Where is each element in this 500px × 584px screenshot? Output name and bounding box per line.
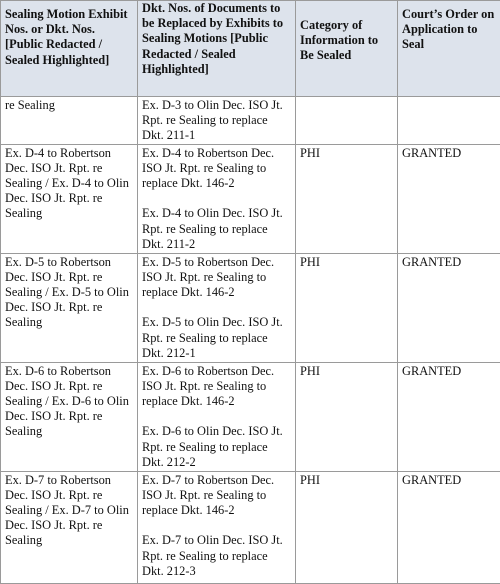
replace-robertson: Ex. D-7 to Robertson Dec. ISO Jt. Rpt. re Sealing to replace Dkt. 146-2 bbox=[142, 473, 274, 517]
header-dkt-nos-replaced: Dkt. Nos. of Documents to be Replaced by Exhibits to Sealing Motions [Public Redacted / Sealed Highlighted] bbox=[138, 1, 296, 97]
cell-category: PHI bbox=[296, 253, 398, 362]
table-row bbox=[1, 253, 500, 362]
cell-replace: Ex. D-3 to Olin Dec. ISO Jt. Rpt. re Sealing to replace Dkt. 211-1 bbox=[138, 97, 296, 145]
cell-replace bbox=[138, 362, 296, 471]
table-row bbox=[1, 362, 500, 471]
replace-olin: Ex. D-5 to Olin Dec. ISO Jt. Rpt. re Sealing to replace Dkt. 212-1 bbox=[142, 315, 283, 359]
table-header-row bbox=[1, 1, 500, 97]
replace-robertson: Ex. D-4 to Robertson Dec. ISO Jt. Rpt. re Sealing to replace Dkt. 146-2 bbox=[142, 146, 274, 190]
cell-replace bbox=[138, 471, 296, 583]
replace-olin: Ex. D-6 to Olin Dec. ISO Jt. Rpt. re Sealing to replace Dkt. 212-2 bbox=[142, 424, 283, 468]
cell-order: GRANTED bbox=[398, 253, 500, 362]
cell-category: PHI bbox=[296, 471, 398, 583]
cell-category: PHI bbox=[296, 144, 398, 253]
table-row-continuation bbox=[1, 97, 500, 145]
header-exhibit-nos: Sealing Motion Exhibit Nos. or Dkt. Nos. [Public Redacted / Sealed Highlighted] bbox=[1, 1, 138, 97]
cell-category bbox=[296, 97, 398, 145]
cell-order: GRANTED bbox=[398, 471, 500, 583]
replace-olin: Ex. D-7 to Olin Dec. ISO Jt. Rpt. re Sealing to replace Dkt. 212-3 bbox=[142, 533, 283, 577]
header-category: Category of Information to Be Sealed bbox=[296, 1, 398, 97]
cell-category: PHI bbox=[296, 362, 398, 471]
table-row bbox=[1, 471, 500, 583]
cell-order: GRANTED bbox=[398, 362, 500, 471]
cell-replace bbox=[138, 144, 296, 253]
cell-exhibit: Ex. D-6 to Robertson Dec. ISO Jt. Rpt. re Sealing / Ex. D-6 to Olin Dec. ISO Jt. Rpt. re Sealing bbox=[1, 362, 138, 471]
header-court-order: Court’s Order on Application to Seal bbox=[398, 1, 500, 97]
cell-order: GRANTED bbox=[398, 144, 500, 253]
table-row bbox=[1, 144, 500, 253]
replace-olin: Ex. D-4 to Olin Dec. ISO Jt. Rpt. re Sealing to replace Dkt. 211-2 bbox=[142, 206, 283, 250]
cell-exhibit: Ex. D-5 to Robertson Dec. ISO Jt. Rpt. re Sealing / Ex. D-5 to Olin Dec. ISO Jt. Rpt. re Sealing bbox=[1, 253, 138, 362]
cell-order bbox=[398, 97, 500, 145]
cell-exhibit: Ex. D-4 to Robertson Dec. ISO Jt. Rpt. re Sealing / Ex. D-4 to Olin Dec. ISO Jt. Rpt. re Sealing bbox=[1, 144, 138, 253]
cell-exhibit: re Sealing bbox=[1, 97, 138, 145]
replace-robertson: Ex. D-5 to Robertson Dec. ISO Jt. Rpt. re Sealing to replace Dkt. 146-2 bbox=[142, 255, 274, 299]
cell-exhibit: Ex. D-7 to Robertson Dec. ISO Jt. Rpt. re Sealing / Ex. D-7 to Olin Dec. ISO Jt. Rpt. re Sealing bbox=[1, 471, 138, 583]
replace-robertson: Ex. D-6 to Robertson Dec. ISO Jt. Rpt. re Sealing to replace Dkt. 146-2 bbox=[142, 364, 274, 408]
cell-replace bbox=[138, 253, 296, 362]
